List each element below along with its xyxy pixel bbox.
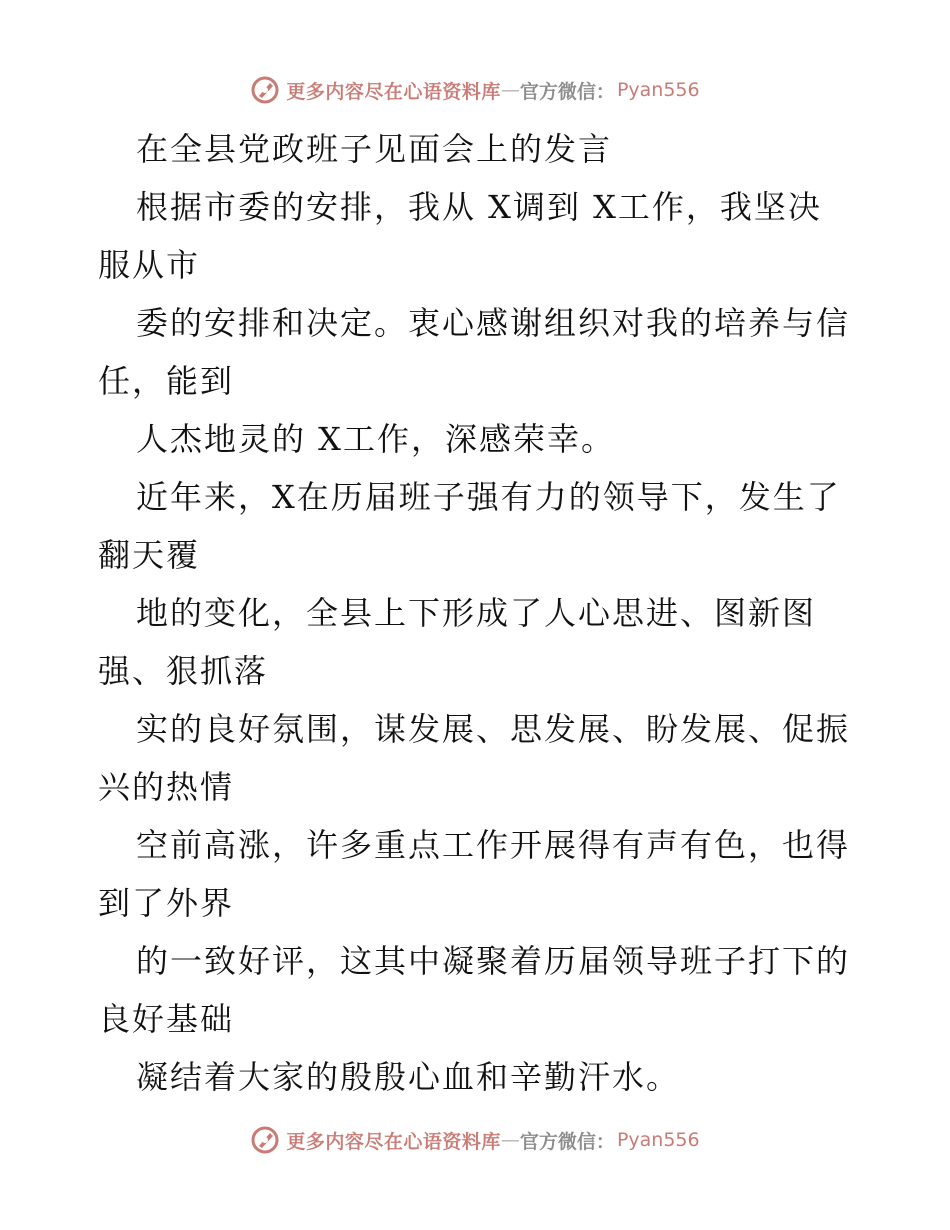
paragraph-line: 地的变化，全县上下形成了人心思进、图新图 (136, 594, 817, 632)
paragraph-line: 空前高涨，许多重点工作开展得有声有色，也得 (136, 826, 851, 864)
paragraph-line: 凝结着大家的殷殷心血和辛勤汗水。 (136, 1058, 681, 1096)
paragraph-line: 委的安排和决定。衷心感谢组织对我的培养与信 (136, 304, 851, 342)
paragraph-line: 根据市委的安排，我从 X调到 X工作，我坚决 (136, 188, 822, 226)
paragraph-line: 任，能到 (98, 362, 235, 400)
banner-official-text: 官方微信： (519, 80, 615, 103)
paragraph-line: 兴的热情 (98, 768, 235, 806)
document-title: 在全县党政班子见面会上的发言 (136, 130, 613, 168)
paragraph-line: 服从市 (98, 246, 201, 284)
paragraph-line: 近年来，X在历届班子强有力的领导下，发生了 (136, 478, 841, 516)
paragraph-line: 人杰地灵的 X工作，深感荣幸。 (136, 420, 615, 458)
paragraph-line: 强、狠抓落 (98, 652, 269, 690)
banner-official-text: 官方微信： (519, 1130, 615, 1153)
banner-site-text: 更多内容尽在心语资料库 (286, 80, 501, 103)
paragraph-line: 翻天覆 (98, 536, 201, 574)
paragraph-line: 的一致好评，这其中凝聚着历届领导班子打下的 (136, 942, 851, 980)
footer-banner (0, 1120, 950, 1160)
banner-wechat-id: Pyan556 (616, 79, 700, 101)
banner-wechat-id: Pyan556 (616, 1129, 700, 1151)
banner-dash: — (500, 1129, 520, 1151)
banner-dash: — (500, 79, 520, 101)
document-body (98, 120, 868, 1106)
header-banner (0, 70, 950, 110)
paragraph-line: 到了外界 (98, 884, 235, 922)
pen-logo-icon (250, 1125, 280, 1155)
paragraph-line: 良好基础 (98, 1000, 235, 1038)
banner-site-text: 更多内容尽在心语资料库 (286, 1130, 501, 1153)
pen-logo-icon (250, 75, 280, 105)
paragraph-line: 实的良好氛围，谋发展、思发展、盼发展、促振 (136, 710, 851, 748)
